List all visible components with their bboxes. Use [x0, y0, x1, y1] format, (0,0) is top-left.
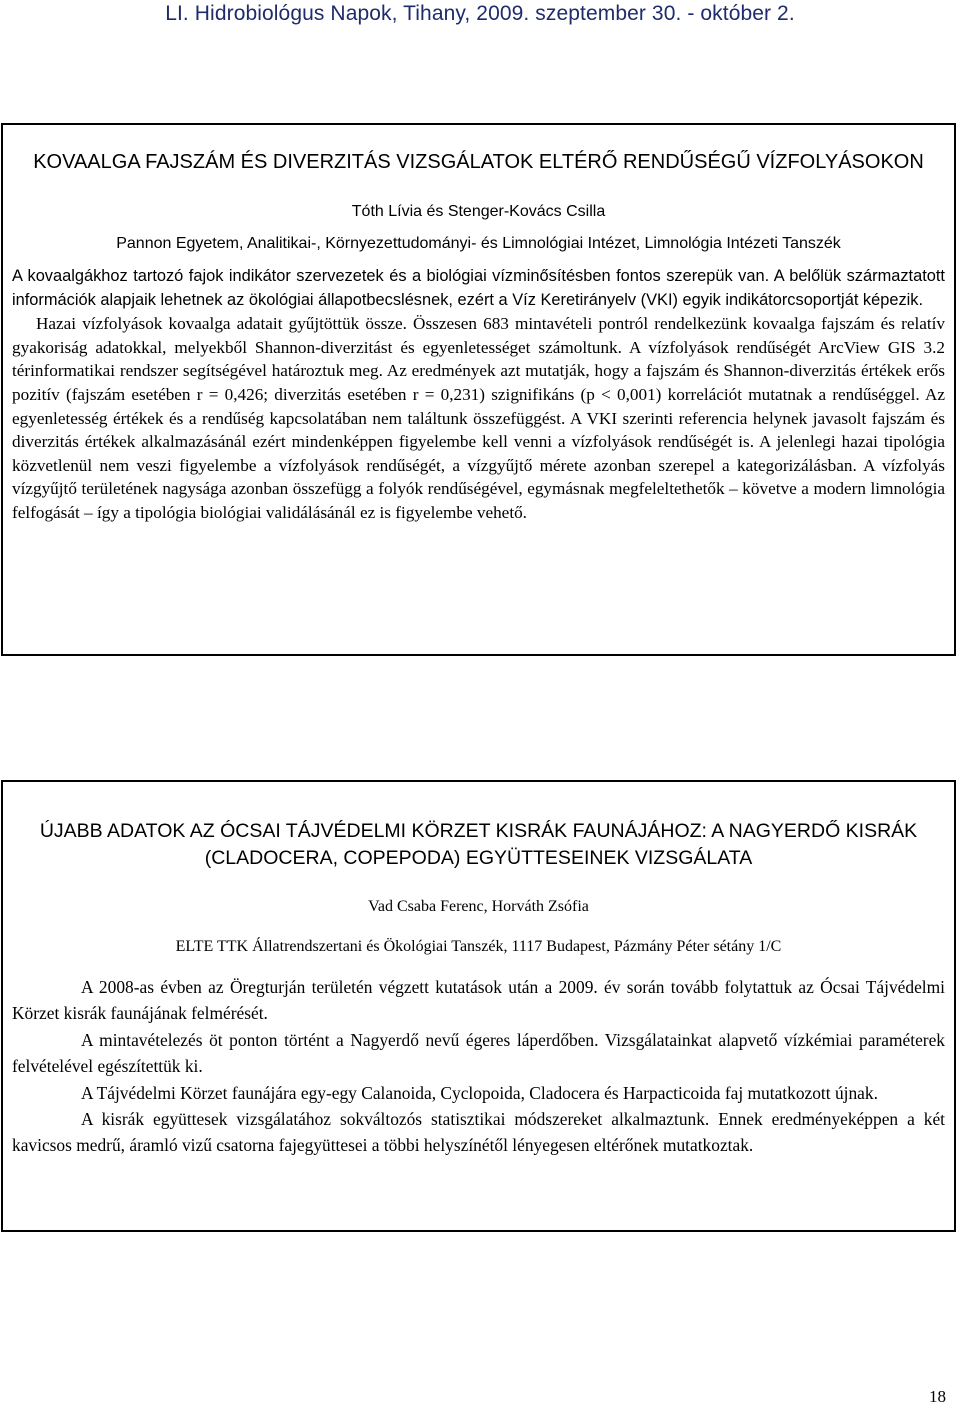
abstract-box-2	[1, 780, 956, 1232]
abstract-2-title: ÚJABB ADATOK AZ ÓCSAI TÁJVÉDELMI KÖRZET KISRÁK FAUNÁJÁHOZ: A NAGYERDŐ KISRÁK (CLADOCERA, COPEPODA) EGYÜTTESEINEK VIZSGÁLATA	[39, 820, 918, 869]
abstract-2-paragraph: A Tájvédelmi Körzet faunájára egy-egy Calanoida, Cyclopoida, Cladocera és Harpacticoida faj mutatkozott újnak.	[81, 1082, 878, 1103]
abstract-2-paragraph: A mintavételezés öt ponton történt a Nagyerdő nevű égeres láperdőben. Vizsgálatainkat alapvető vízkémiai paraméterek felvételével egészítettük ki.	[12, 1029, 945, 1077]
abstract-1-affiliation: Pannon Egyetem, Analitikai-, Környezettudományi- és Limnológiai Intézet, Limnológia Intézeti Tanszék	[116, 235, 841, 252]
abstract-1-title: KOVAALGA FAJSZÁM ÉS DIVERZITÁS VIZSGÁLATOK ELTÉRŐ RENDŰSÉGŰ VÍZFOLYÁSOKON	[33, 151, 924, 173]
abstract-1-authors: Tóth Lívia és Stenger-Kovács Csilla	[351, 203, 606, 220]
running-header: LI. Hidrobiológus Napok, Tihany, 2009. szeptember 30. - október 2.	[165, 2, 795, 25]
abstract-2-body	[12, 974, 945, 1159]
abstract-1-paragraph: A kovaalgákhoz tartozó fajok indikátor szervezetek és a biológiai vízminősítésben fontos szerepük van. A belőlük származtatott információk alapjaik lehetnek az ökológiai állapotbecslésnek, ezért a Víz Keretirányelv (VKI) egyik indikátorcsoportját képezik.	[12, 267, 945, 309]
abstract-2-paragraph: A kisrák együttesek vizsgálatához sokváltozós statisztikai módszereket alkalmaztunk. Ennek eredményeképpen a két kavicsos medrű, áramló vizű csatorna fajegyüttesei a többi helyszínétől lényegesen eltérőnek mutatkoztak.	[12, 1109, 945, 1156]
abstract-box-1	[1, 123, 956, 656]
abstract-1-paragraph: Hazai vízfolyások kovaalga adatait gyűjtöttük össze. Összesen 683 mintavételi pontról rendelkezünk kovaalga fajszám és relatív gyakoriság adatokkal, melyekből Shannon-diverzitást és egyenletességet számoltunk. A vízfolyások rendűségét ArcView GIS 3.2 térinformatikai rendszer segítségével határoztuk meg. Az eredmények azt mutatják, hogy a fajszám és Shannon-diverzitás értékek erős pozitív (fajszám esetében r = 0,426; diverzitás esetében r = 0,231) szignifikáns (p < 0,001) korrelációt mutatnak a rendűséggel. Az egyenletesség értékek és a rendűség kapcsolatában nem találtunk összefüggést. A VKI szerinti referencia helynek javasolt fajszám és diverzitás értékek alkalmazásánál ezért mindenképpen figyelembe kell venni a vízfolyások rendűségét is. A jelenlegi hazai tipológia közvetlenül nem veszi figyelembe a vízfolyások rendűségét, a vízgyűjtő mérete azonban szerepel a kategorizálásban. A vízfolyás vízgyűjtő területének nagysága azonban összefügg a folyók rendűségével, egymásnak megfeleltethetők – követve a modern limnológia felfogását – így a tipológia biológiai validálásánál ez is figyelembe vehető.	[12, 314, 945, 522]
page-number: 18	[929, 1387, 946, 1406]
abstract-2-affiliation: ELTE TTK Állatrendszertani és Ökológiai Tanszék, 1117 Budapest, Pázmány Péter sétány 1/C	[175, 938, 782, 955]
abstract-2-paragraph: A 2008-as évben az Öregturján területén végzett kutatások után a 2009. év során tovább folytattuk az Ócsai Tájvédelmi Körzet kisrák faunájának felmérését.	[12, 977, 945, 1024]
abstract-2-authors: Vad Csaba Ferenc, Horváth Zsófia	[368, 898, 589, 915]
abstract-1-body	[12, 265, 945, 525]
